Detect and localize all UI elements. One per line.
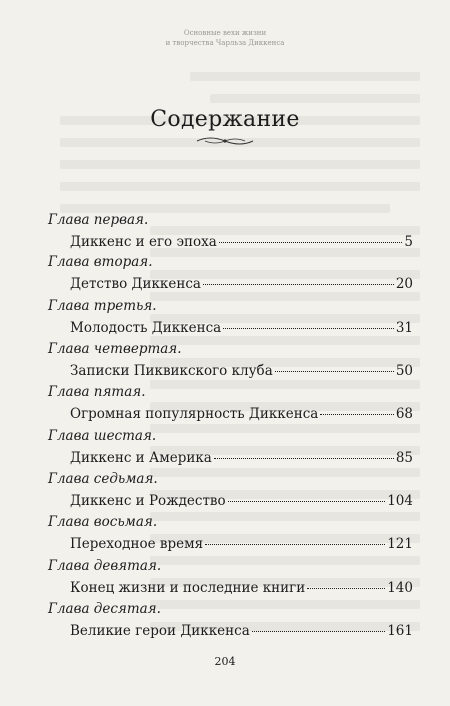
page-number: 204 <box>214 655 236 668</box>
toc-entry-title: Конец жизни и последние книги <box>70 580 306 596</box>
toc-entry-page: 31 <box>395 320 413 336</box>
chapter-label: Глава десятая. <box>48 601 161 617</box>
toc-entry-title: Записки Пиквикского клуба <box>70 363 273 379</box>
chapter-label: Глава третья. <box>48 298 157 314</box>
toc-entry-title: Молодость Диккенса <box>70 320 222 336</box>
leader-dots <box>252 631 385 632</box>
leader-dots <box>275 371 394 372</box>
leader-dots <box>219 242 403 243</box>
chapter-label: Глава девятая. <box>48 558 162 574</box>
chapter-label: Глава шестая. <box>48 428 157 444</box>
toc-entry-title: Огромная популярность Диккенса <box>70 406 319 422</box>
toc-entry <box>70 363 413 379</box>
toc-entry-page: 104 <box>387 493 413 509</box>
toc-entry-page: 161 <box>387 623 413 639</box>
toc-entry-page: 85 <box>395 450 413 466</box>
chapter-label: Глава седьмая. <box>48 471 158 487</box>
toc-entry-title: Детство Диккенса <box>70 276 201 292</box>
chapter-label: Глава вторая. <box>48 254 153 270</box>
leader-dots <box>320 414 394 415</box>
toc-entry-page: 5 <box>404 234 413 250</box>
chapter-label: Глава восьмая. <box>48 514 158 530</box>
toc-entry-page: 20 <box>395 276 413 292</box>
page-title: Содержание <box>150 106 300 132</box>
toc-entry <box>70 580 413 596</box>
toc-entry-page: 68 <box>395 406 413 422</box>
leader-dots <box>223 328 394 329</box>
running-head-line: Основные вехи жизни <box>183 29 267 37</box>
chapter-label: Глава первая. <box>48 212 149 228</box>
toc-entry-page: 121 <box>387 536 413 552</box>
toc-entry <box>70 450 413 466</box>
toc-entry-page: 50 <box>395 363 413 379</box>
running-head <box>0 28 450 48</box>
toc-entry-title: Диккенс и Америка <box>70 450 212 466</box>
leader-dots <box>203 284 394 285</box>
toc-entry-title: Диккенс и его эпоха <box>70 234 217 250</box>
toc-entry <box>70 234 413 250</box>
toc-entry-title: Переходное время <box>70 536 204 552</box>
ornament-divider-icon <box>195 134 255 148</box>
leader-dots <box>307 588 385 589</box>
toc-entry <box>70 406 413 422</box>
running-head-line: и творчества Чарльза Диккенса <box>165 39 285 47</box>
toc-entry-title: Великие герои Диккенса <box>70 623 250 639</box>
leader-dots <box>205 544 385 545</box>
toc-entry <box>70 276 413 292</box>
toc-entry-title: Диккенс и Рождество <box>70 493 226 509</box>
toc-entry <box>70 536 413 552</box>
chapter-label: Глава пятая. <box>48 384 146 400</box>
leader-dots <box>214 458 394 459</box>
toc-entry <box>70 320 413 336</box>
toc-entry-page: 140 <box>387 580 413 596</box>
leader-dots <box>228 501 386 502</box>
chapter-label: Глава четвертая. <box>48 341 182 357</box>
toc-entry <box>70 493 413 509</box>
toc-entry <box>70 623 413 639</box>
